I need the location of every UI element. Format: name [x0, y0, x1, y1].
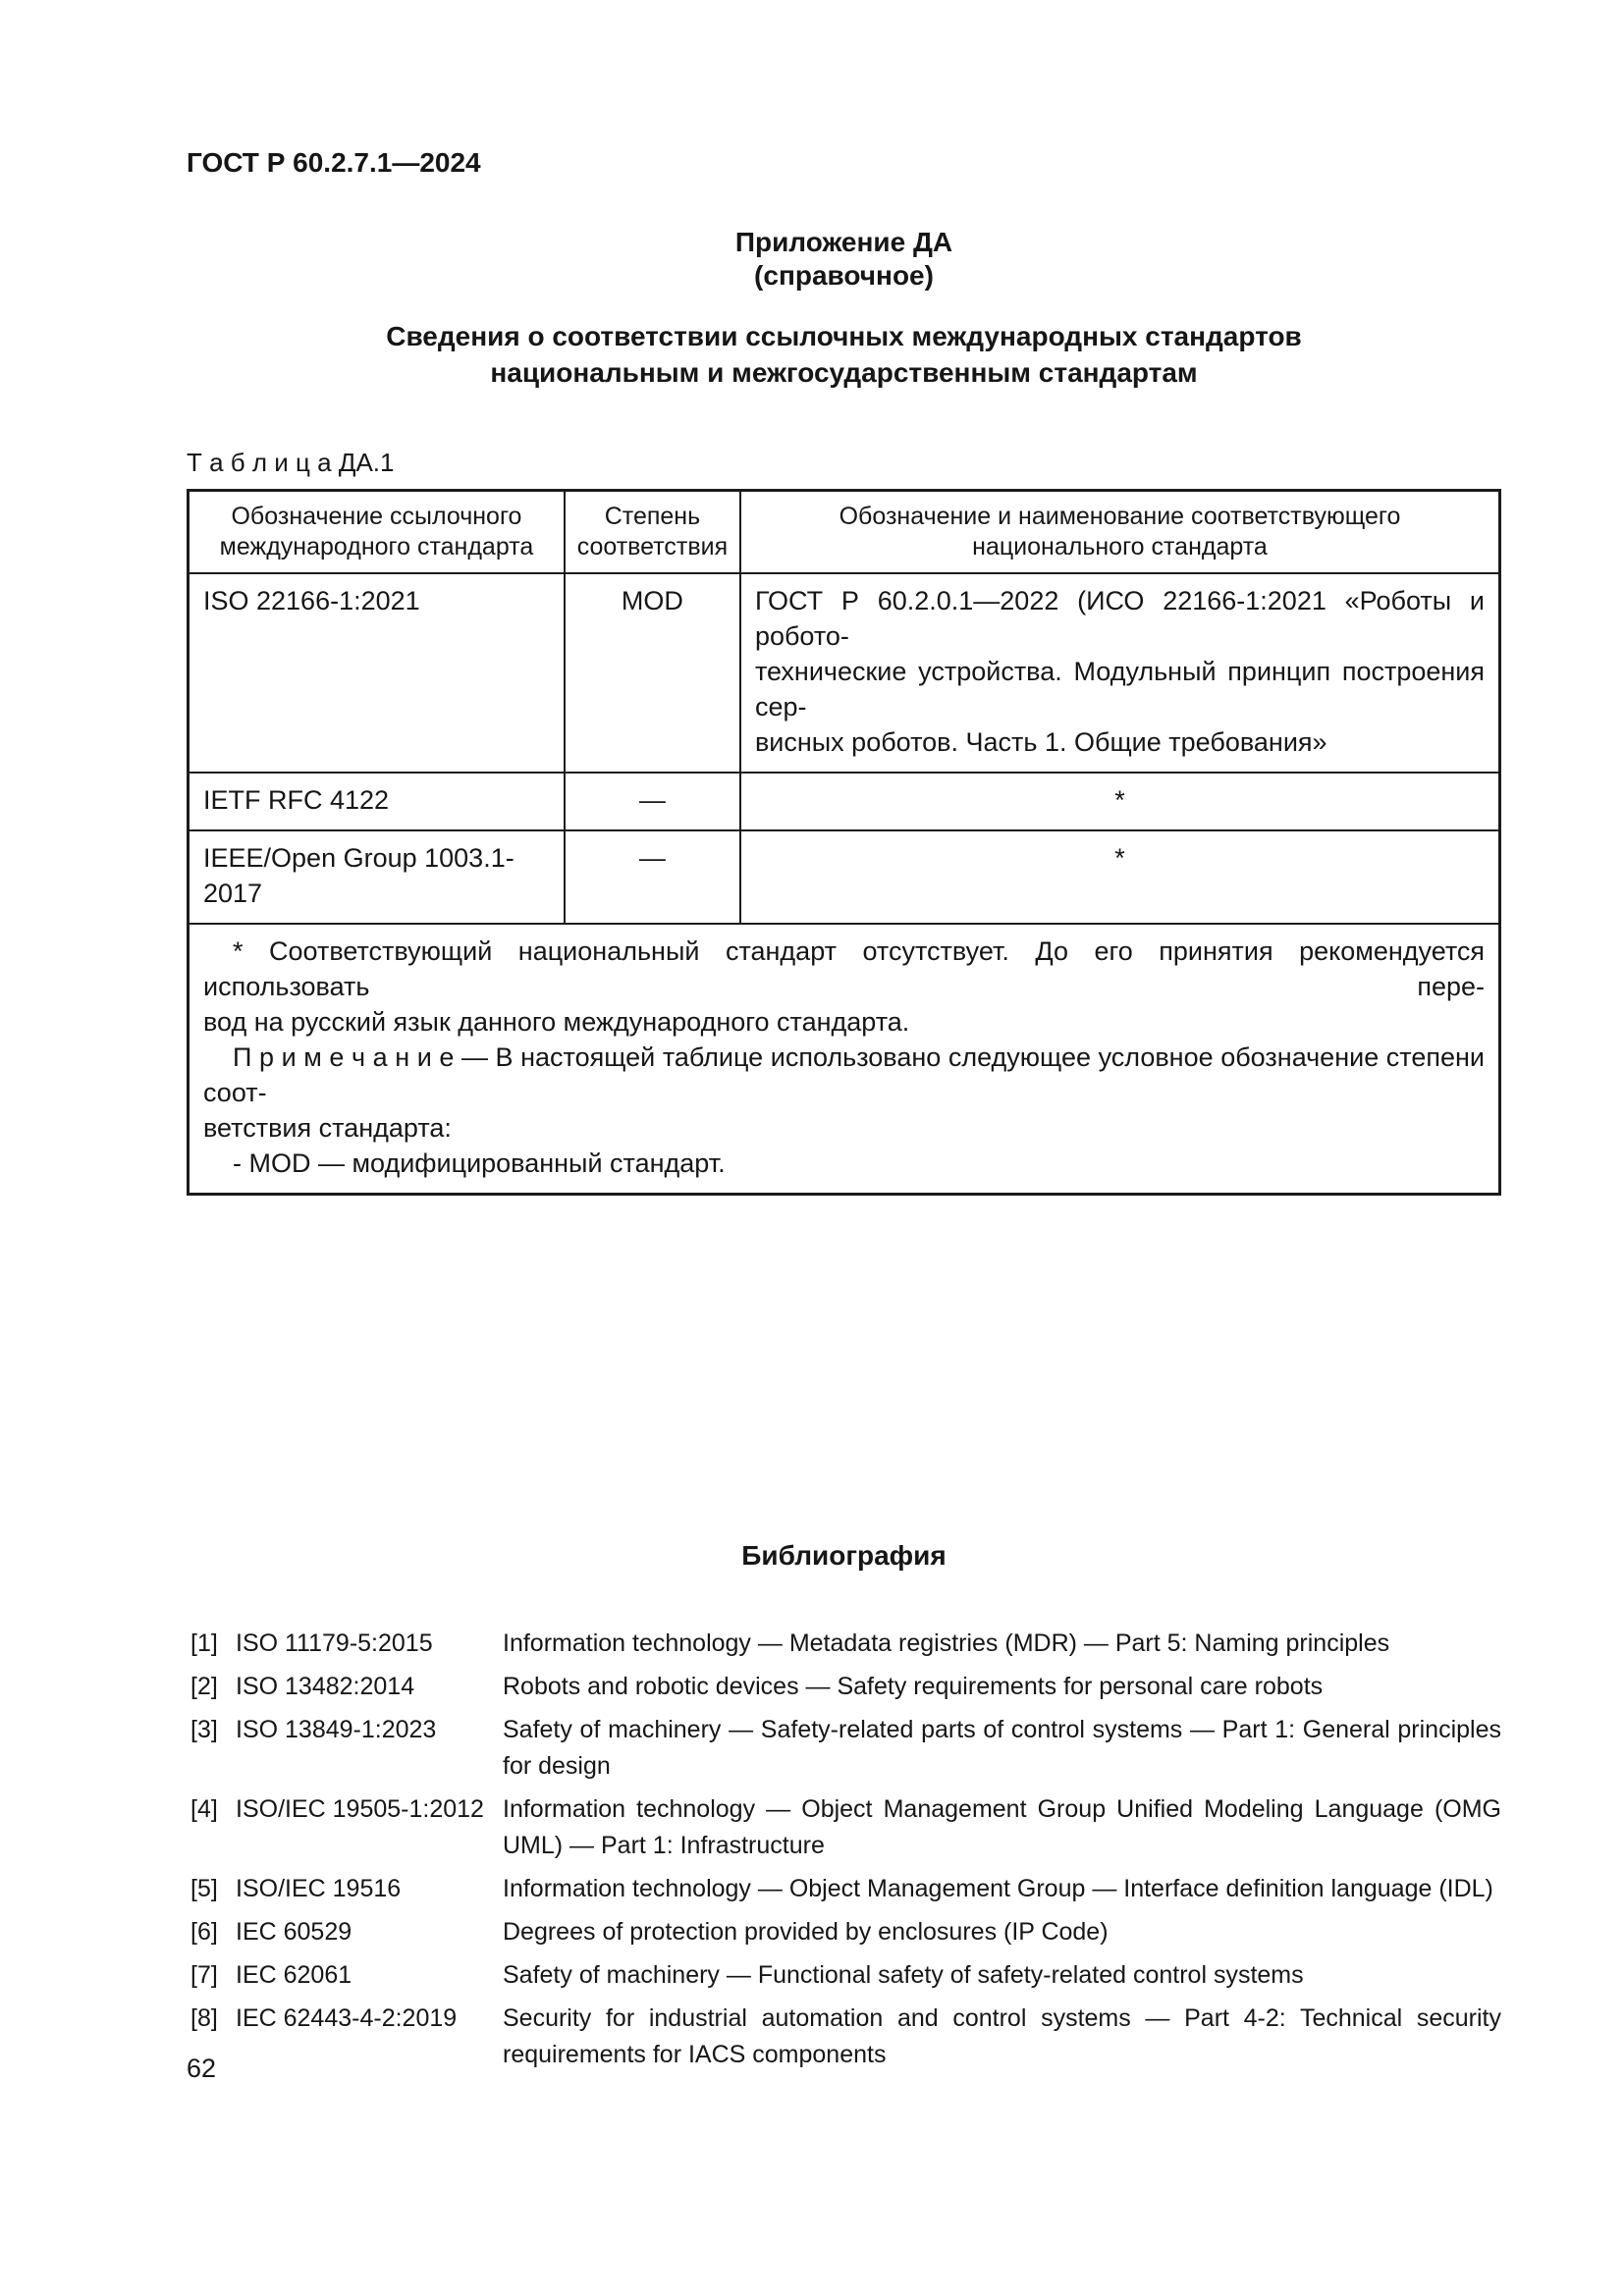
document-code: ГОСТ Р 60.2.7.1—2024 — [187, 147, 481, 178]
bibliography-list — [187, 1626, 1501, 2073]
bib-code: ISO/IEC 19516 — [236, 1875, 402, 1902]
footnote-line: вод на русский язык данного международного стандарта. — [203, 1007, 910, 1037]
bibliography-entry — [187, 1669, 1501, 1705]
col-header-degree: Степень соответствия — [565, 491, 740, 574]
footnote-line: П р и м е ч а н и е — В настоящей таблице использовано следующее условное обозначение степени соот- — [203, 1042, 1485, 1107]
bib-ref: [6] — [190, 1918, 218, 1946]
cell-degree: — — [565, 830, 740, 924]
bibliography-entry — [187, 1871, 1501, 1907]
table-footnote — [189, 924, 1500, 1195]
bib-ref: [8] — [190, 2004, 218, 2032]
footnote-line: * Соответствующий национальный стандарт отсутствует. До его принятия рекомендуется использовать пере- — [203, 936, 1485, 1001]
bib-code: IEC 62443-4-2:2019 — [236, 2004, 458, 2032]
bib-ref: [4] — [190, 1795, 218, 1823]
bib-text: Robots and robotic devices — Safety requirements for personal care robots — [503, 1673, 1324, 1700]
table-row — [189, 830, 1500, 924]
bib-text: Safety of machinery — Safety-related parts of control systems — Part 1: General principles for design — [503, 1716, 1501, 1780]
bib-text: Safety of machinery — Functional safety of safety-related control systems — [503, 1961, 1304, 1989]
bibliography-entry — [187, 1712, 1501, 1785]
bib-code: ISO 11179-5:2015 — [236, 1629, 433, 1657]
col-header-international-standard: Обозначение ссылочного международного стандарта — [189, 491, 565, 574]
table-header-row — [189, 491, 1500, 574]
bib-code: ISO 13482:2014 — [236, 1673, 415, 1700]
appendix-label: Приложение ДА — [734, 227, 953, 257]
footnote-line: - MOD — модифицированный стандарт. — [233, 1148, 726, 1178]
cell-national-line: ГОСТ Р 60.2.0.1—2022 (ИСО 22166-1:2021 «Роботы и робото- — [754, 586, 1485, 651]
bib-text: Degrees of protection provided by enclosures (IP Code) — [503, 1918, 1109, 1946]
table-footnote-row — [189, 924, 1500, 1195]
cell-standard: IEEE/Open Group 1003.1-2017 — [189, 830, 565, 924]
bibliography-entry — [187, 1957, 1501, 1994]
page-number: 62 — [187, 2054, 217, 2083]
footnote-line: ветствия стандарта: — [203, 1113, 452, 1143]
appendix-title — [187, 318, 1501, 391]
bib-ref: [5] — [190, 1875, 218, 1902]
table-row — [189, 773, 1500, 830]
cell-national-line: висных роботов. Часть 1. Общие требования» — [754, 727, 1327, 757]
bib-ref: [3] — [190, 1716, 218, 1743]
bibliography-entry — [187, 1626, 1501, 1662]
appendix-kind: (справочное) — [754, 260, 934, 291]
cell-standard: IETF RFC 4122 — [189, 773, 565, 830]
bib-code: ISO 13849-1:2023 — [236, 1716, 437, 1743]
bib-text: Security for industrial automation and control systems — Part 4-2: Technical security requirements for IACS components — [503, 2004, 1501, 2068]
bib-text: Information technology — Metadata registries (MDR) — Part 5: Naming principles — [503, 1629, 1390, 1657]
correspondence-table — [187, 489, 1501, 1196]
cell-national: * — [740, 830, 1500, 924]
bib-text: Information technology — Object Management Group — Interface definition language (IDL) — [503, 1875, 1493, 1902]
table-row — [189, 573, 1500, 773]
appendix-title-line1: Сведения о соответствии ссылочных международных стандартов — [386, 321, 1302, 351]
table-caption: Т а б л и ц а ДА.1 — [187, 448, 395, 477]
appendix-title-line2: национальным и межгосударственным стандартам — [490, 357, 1198, 388]
cell-national: * — [740, 773, 1500, 830]
cell-national — [740, 573, 1500, 773]
bib-code: ISO/IEC 19505-1:2012 — [236, 1795, 484, 1823]
bibliography-entry — [187, 2001, 1501, 2073]
bib-ref: [7] — [190, 1961, 218, 1989]
cell-national-line: технические устройства. Модульный принцип построения сер- — [754, 657, 1485, 721]
bib-code: IEC 62061 — [236, 1961, 352, 1989]
bib-code: IEC 60529 — [236, 1918, 352, 1946]
cell-degree: — — [565, 773, 740, 830]
bibliography-entry — [187, 1914, 1501, 1950]
bibliography-entry — [187, 1791, 1501, 1864]
col-header-national-standard: Обозначение и наименование соответствующего национального стандарта — [740, 491, 1500, 574]
bib-ref: [1] — [190, 1629, 218, 1657]
cell-standard: ISO 22166-1:2021 — [189, 573, 565, 773]
bib-ref: [2] — [190, 1673, 218, 1700]
bib-text: Information technology — Object Management Group Unified Modeling Language (OMG UML) — Part 1: Infrastructure — [503, 1795, 1501, 1859]
cell-degree: MOD — [565, 573, 740, 773]
bibliography-title: Библиография — [741, 1540, 947, 1571]
